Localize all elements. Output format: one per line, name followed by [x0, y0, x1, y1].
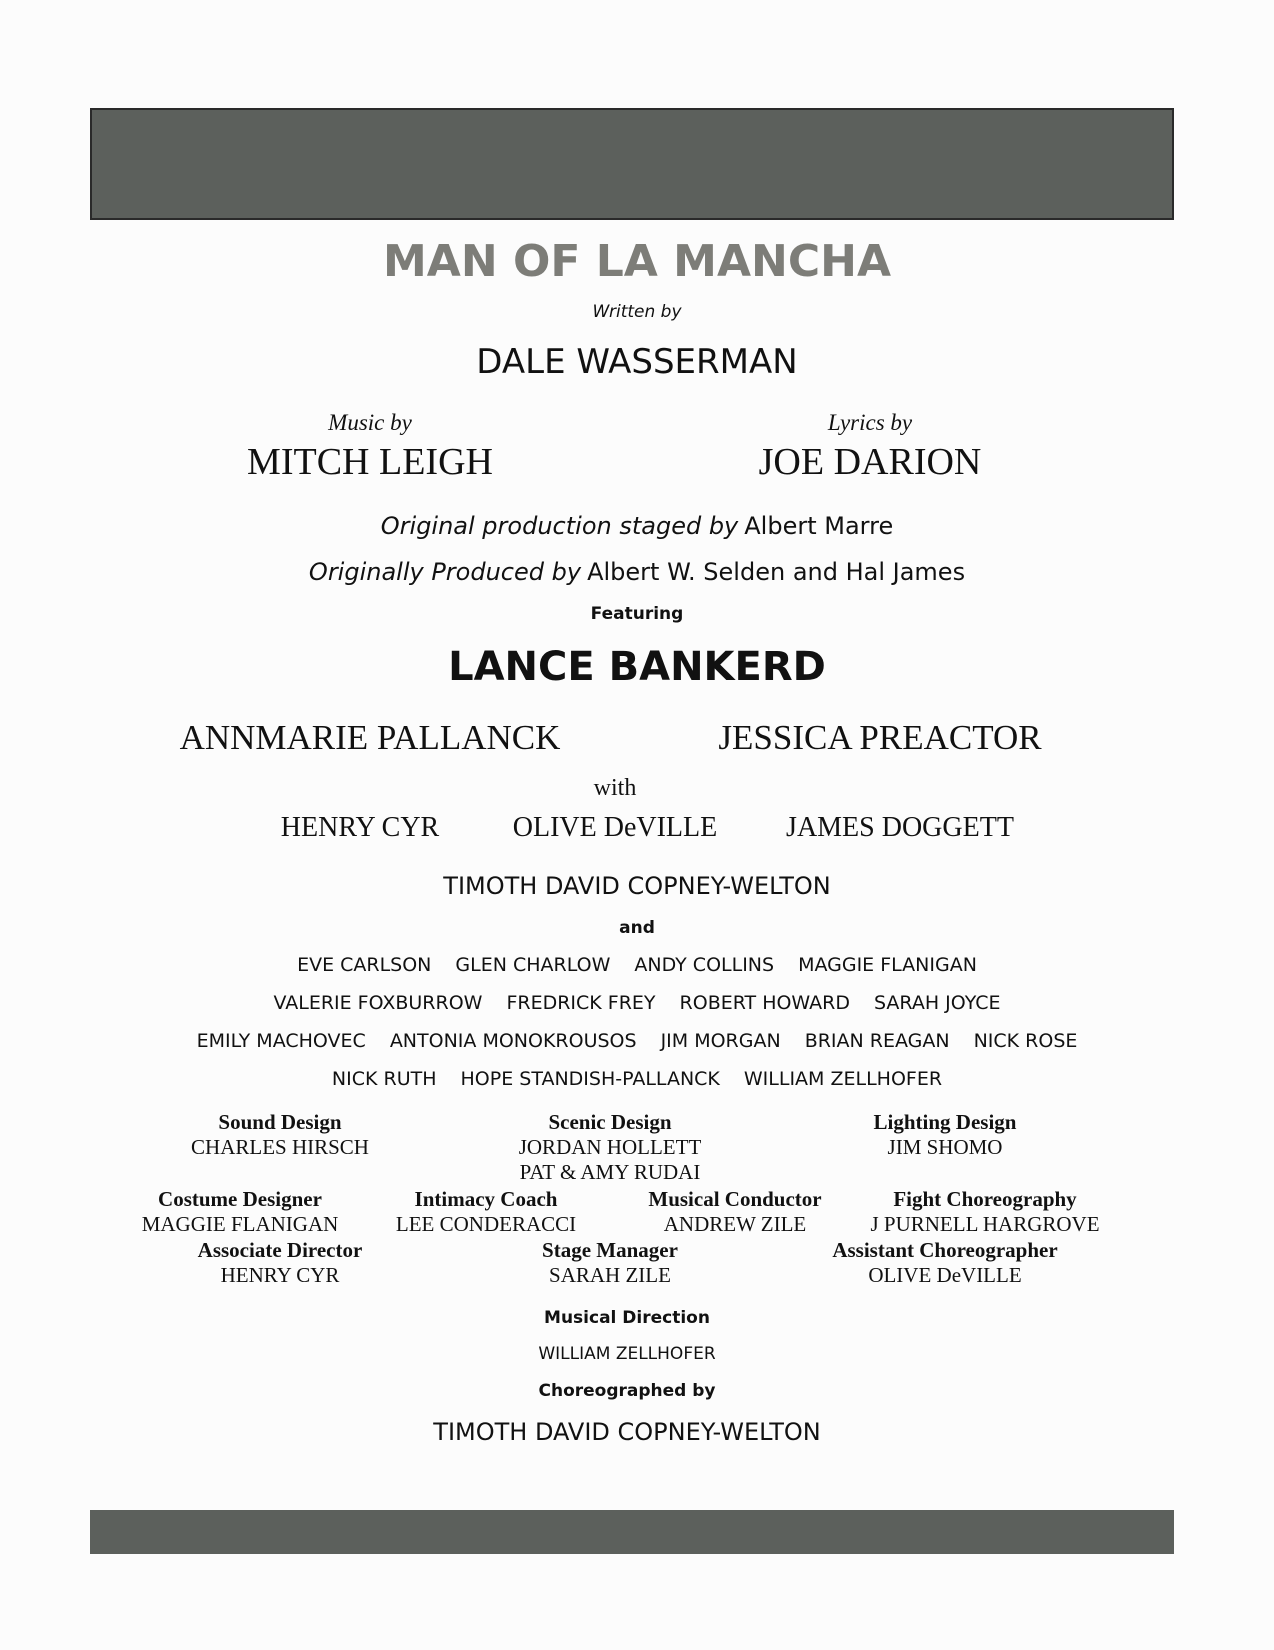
credit-heading: Costume Designer	[158, 1187, 322, 1211]
ensemble-name: MAGGIE FLANIGAN	[798, 954, 977, 976]
music-label: Music by	[328, 410, 412, 435]
produced-by-line	[0, 558, 1274, 586]
credit-name: CHARLES HIRSCH	[191, 1135, 369, 1159]
lyricist-name: JOE DARION	[758, 441, 982, 483]
associate-director-credit	[160, 1238, 400, 1288]
writer-name: DALE WASSERMAN	[476, 342, 798, 382]
lighting-design-credit	[820, 1110, 1070, 1160]
credit-name: JORDAN HOLLETT	[518, 1135, 702, 1159]
ensemble-name: EVE CARLSON	[297, 954, 432, 976]
credit-name: ANDREW ZILE	[663, 1212, 807, 1236]
fight-choreography-credit	[850, 1187, 1120, 1237]
ensemble-row-1	[0, 954, 1274, 976]
staged-by-line	[0, 512, 1274, 540]
ensemble-name: NICK RUTH	[331, 1068, 437, 1090]
credit-heading: Scenic Design	[548, 1110, 672, 1134]
ensemble-name: SARAH JOYCE	[874, 992, 1001, 1014]
choreographed-by-label: Choreographed by	[538, 1381, 716, 1401]
ensemble-row-2	[0, 992, 1274, 1014]
stage-manager-credit	[490, 1238, 730, 1288]
ensemble-name: JIM MORGAN	[660, 1030, 781, 1052]
lyrics-label: Lyrics by	[827, 410, 913, 435]
credit-heading: Stage Manager	[542, 1238, 678, 1262]
staged-by-name: Albert Marre	[744, 512, 894, 540]
assistant-choreographer-credit	[810, 1238, 1080, 1288]
written-by-label: Written by	[592, 302, 682, 322]
credit-heading: Fight Choreography	[893, 1187, 1077, 1211]
lead-name-2: JESSICA PREACTOR	[718, 718, 1042, 757]
and-label: and	[619, 918, 655, 938]
featured-single-name: TIMOTH DAVID COPNEY-WELTON	[443, 872, 831, 900]
composer-name: MITCH LEIGH	[247, 441, 493, 483]
ensemble-row-4	[0, 1068, 1274, 1090]
ensemble-name: ANDY COLLINS	[634, 954, 775, 976]
ensemble-name: VALERIE FOXBURROW	[273, 992, 483, 1014]
supporting-name-2: OLIVE DeVILLE	[512, 812, 718, 843]
credit-name: PAT & AMY RUDAI	[519, 1160, 701, 1184]
choreographer-name: TIMOTH DAVID COPNEY-WELTON	[433, 1418, 821, 1446]
credit-name: MAGGIE FLANIGAN	[141, 1212, 339, 1236]
supporting-name-3: JAMES DOGGETT	[786, 812, 1014, 843]
sound-design-credit	[160, 1110, 400, 1160]
credit-heading: Associate Director	[197, 1238, 363, 1262]
credit-name: LEE CONDERACCI	[395, 1212, 577, 1236]
credit-name: JIM SHOMO	[887, 1135, 1003, 1159]
intimacy-coach-credit	[376, 1187, 596, 1237]
credit-heading: Lighting Design	[873, 1110, 1017, 1134]
credit-heading: Assistant Choreographer	[832, 1238, 1058, 1262]
show-title: MAN OF LA MANCHA	[383, 236, 891, 287]
credit-heading: Sound Design	[218, 1110, 342, 1134]
star-name: LANCE BANKERD	[448, 644, 826, 690]
ensemble-name: BRIAN REAGAN	[804, 1030, 950, 1052]
with-label: with	[593, 775, 637, 801]
ensemble-name: WILLIAM ZELLHOFER	[743, 1068, 943, 1090]
supporting-name-1: HENRY CYR	[280, 812, 440, 843]
produced-by-label: Originally Produced by	[308, 558, 582, 586]
bottom-banner	[90, 1510, 1174, 1554]
credit-name: J PURNELL HARGROVE	[870, 1212, 1100, 1236]
musical-direction-label: Musical Direction	[544, 1308, 710, 1328]
costume-designer-credit	[120, 1187, 360, 1237]
ensemble-name: ROBERT HOWARD	[679, 992, 851, 1014]
staged-by-label: Original production staged by	[380, 512, 739, 540]
ensemble-name: NICK ROSE	[973, 1030, 1078, 1052]
credit-name: OLIVE DeVILLE	[868, 1263, 1022, 1287]
ensemble-name: ANTONIA MONOKROUSOS	[389, 1030, 637, 1052]
credit-name: SARAH ZILE	[549, 1263, 671, 1287]
featuring-label: Featuring	[590, 604, 684, 624]
top-banner	[90, 108, 1174, 220]
credit-heading: Intimacy Coach	[414, 1187, 558, 1211]
musical-conductor-credit	[620, 1187, 850, 1237]
credit-heading: Musical Conductor	[648, 1187, 822, 1211]
ensemble-name: EMILY MACHOVEC	[196, 1030, 366, 1052]
scenic-design-credit	[480, 1110, 740, 1185]
credit-name: HENRY CYR	[220, 1263, 340, 1287]
ensemble-name: FREDRICK FREY	[506, 992, 656, 1014]
ensemble-name: HOPE STANDISH-PALLANCK	[460, 1068, 720, 1090]
ensemble-row-3	[0, 1030, 1274, 1052]
ensemble-name: GLEN CHARLOW	[455, 954, 611, 976]
produced-by-name: Albert W. Selden and Hal James	[587, 558, 966, 586]
musical-director-name: WILLIAM ZELLHOFER	[538, 1344, 716, 1364]
lead-name-1: ANNMARIE PALLANCK	[179, 718, 561, 757]
